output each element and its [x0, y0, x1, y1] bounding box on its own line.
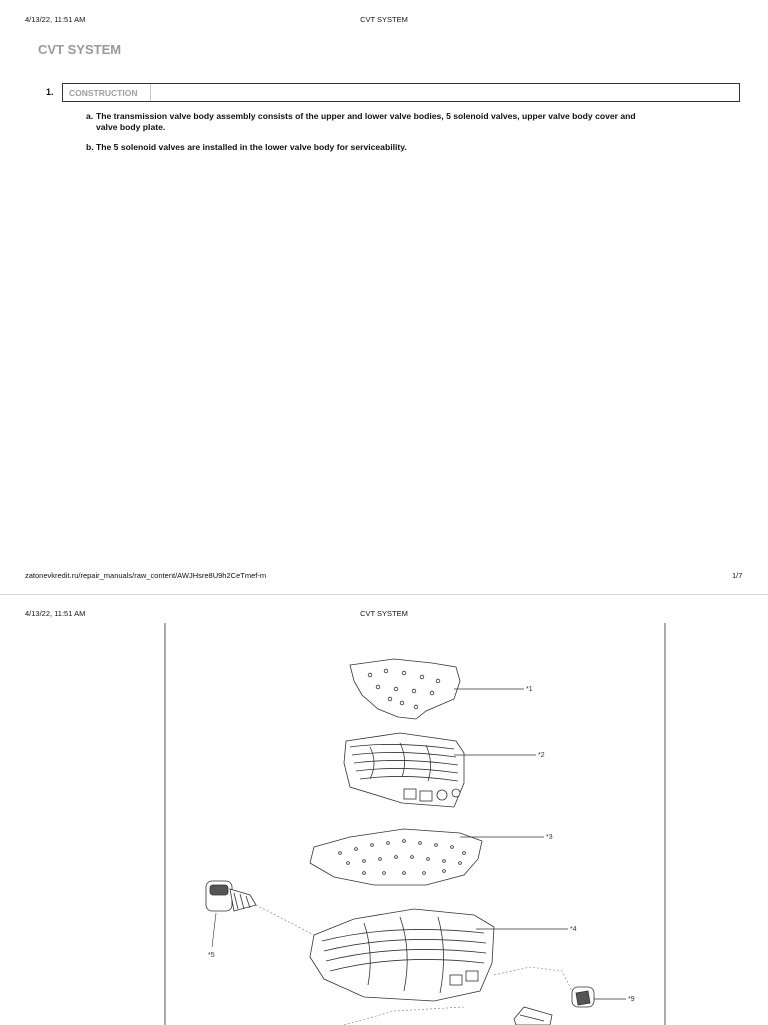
callout-2: *2 — [538, 752, 545, 759]
upper-valve-body — [344, 733, 464, 807]
document-title: CVT SYSTEM — [38, 42, 122, 57]
valve-body-plate — [310, 829, 482, 885]
header-datetime: 4/13/22, 11:51 AM — [25, 15, 86, 24]
callout-4: *4 — [570, 926, 577, 933]
step-box — [62, 83, 740, 102]
item-text-line2: valve body plate. — [96, 122, 166, 132]
assembly-guide-line — [344, 1007, 464, 1025]
item-text-line1: The 5 solenoid valves are installed in the lower valve body for serviceability. — [96, 142, 407, 152]
page-2 — [0, 594, 768, 1025]
callout-9: *9 — [628, 996, 635, 1003]
footer-url[interactable]: zatonevkredit.ru/repair_manuals/raw_content/AWJHsre8U9h2CeTmef-m — [25, 571, 267, 580]
diagram-svg — [164, 623, 666, 1025]
header-title: CVT SYSTEM — [360, 15, 408, 24]
upper-valve-body-cover — [350, 659, 460, 719]
header-datetime: 4/13/22, 11:51 AM — [25, 609, 86, 618]
solenoid-valve-partial — [514, 1007, 552, 1025]
assembly-guide-line — [256, 905, 314, 935]
step-item-a — [86, 111, 736, 133]
footer-page-number: 1/7 — [732, 571, 743, 580]
step-number: 1. — [46, 87, 54, 97]
lower-valve-body — [310, 909, 494, 1001]
solenoid-valve-9 — [572, 987, 594, 1007]
solenoid-valve-5 — [206, 881, 256, 911]
callout-5: *5 — [208, 952, 215, 959]
item-letter: b. — [86, 142, 94, 152]
callout-leader-5 — [212, 913, 216, 947]
header-title: CVT SYSTEM — [360, 609, 408, 618]
item-letter: a. — [86, 111, 94, 121]
item-text-line1: The transmission valve body assembly consists of the upper and lower valve bodies, 5 solenoid valves, upper valve body cover and — [96, 111, 636, 121]
callout-3: *3 — [546, 834, 553, 841]
callout-1: *1 — [526, 686, 533, 693]
assembly-guide-line — [494, 967, 572, 991]
valve-body-exploded-diagram — [164, 623, 666, 1025]
step-item-b — [86, 142, 407, 153]
step-label: CONSTRUCTION — [63, 84, 151, 101]
step-row — [46, 83, 740, 102]
